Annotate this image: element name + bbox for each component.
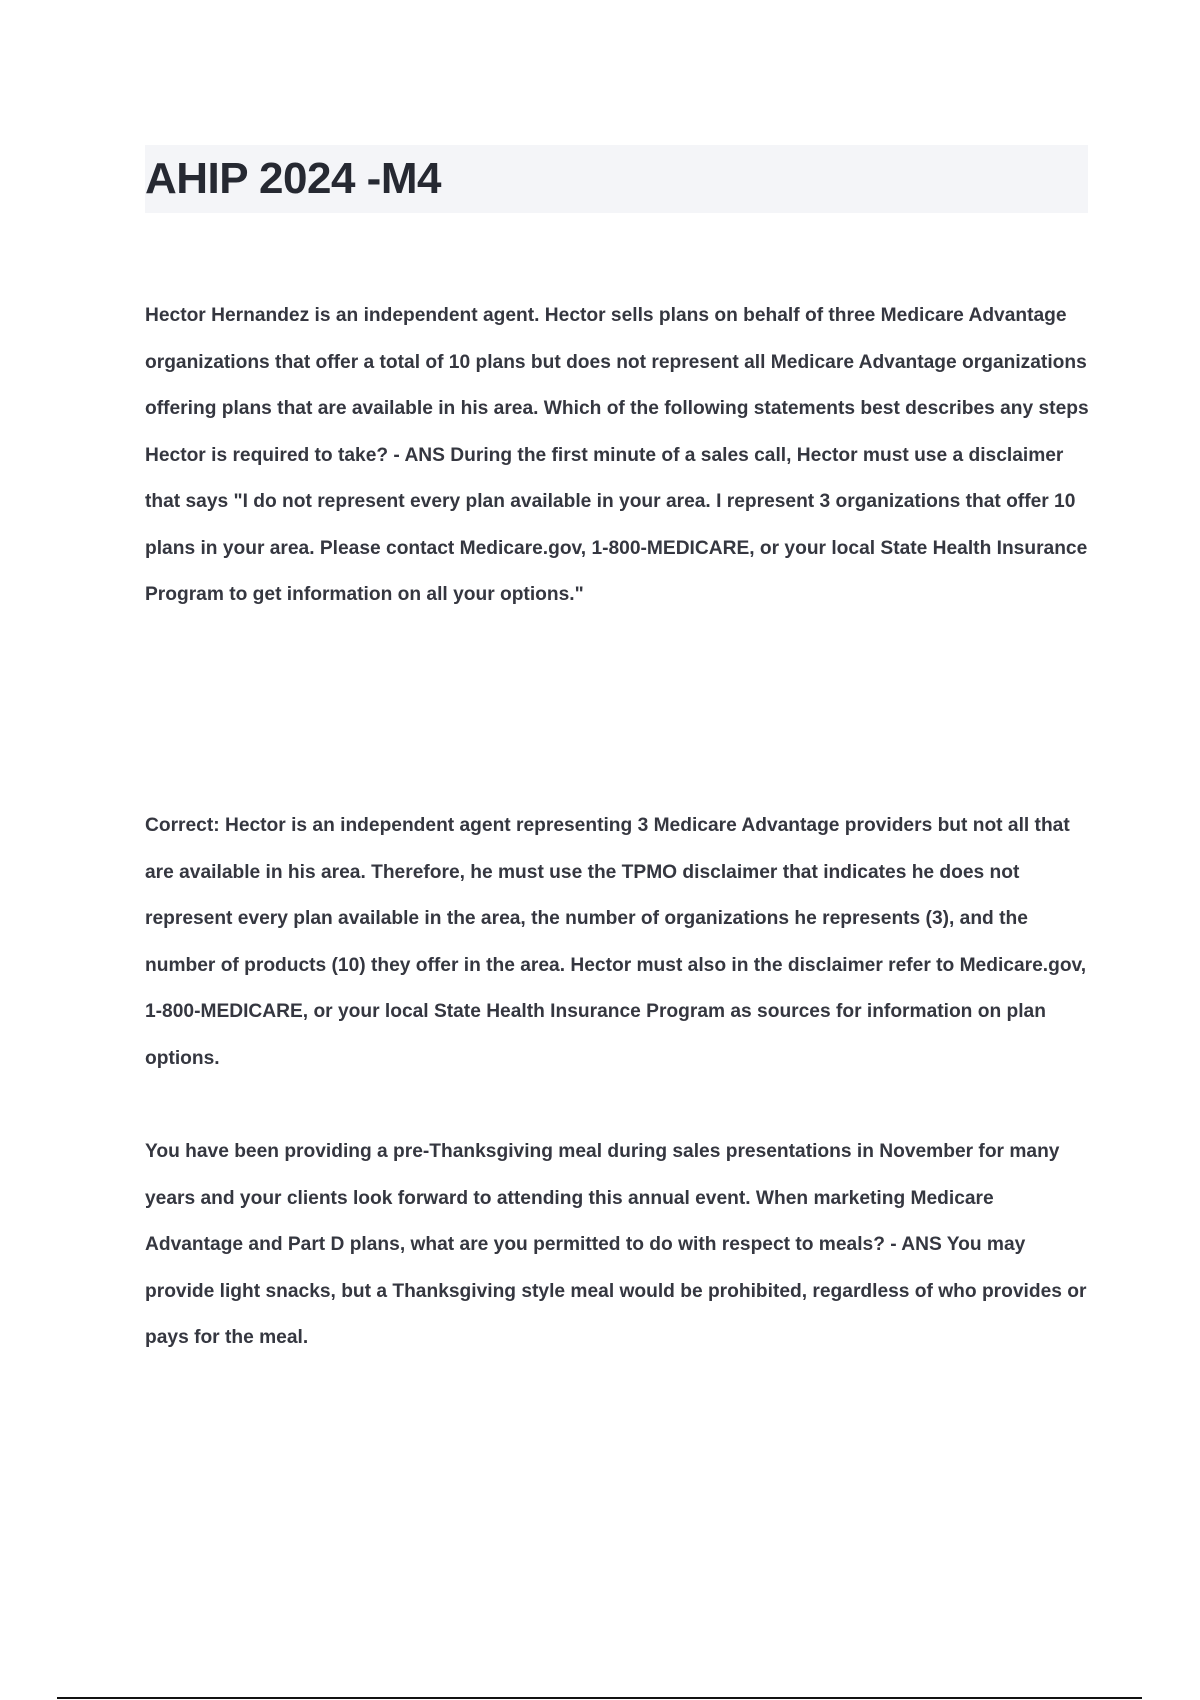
question-paragraph-1: Hector Hernandez is an independent agent. Hector sells plans on behalf of three Medicare Advantage organizations that offer a total of 10 plans but does not represent all Medicare Advantage organizations offering plans that are available in his area. Which of the following statements best describes any steps Hector is required to take? - ANS During the first minute of a sales call, Hector must use a disclaimer that says "I do not represent every plan available in your area. I represent 3 organizations that offer 10 plans in your area. Please contact Medicare.gov, 1-800-MEDICARE, or your local State Health Insurance Program to get information on all your options." (145, 305, 1089, 605)
title-band (145, 145, 1088, 213)
explanation-paragraph: Correct: Hector is an independent agent representing 3 Medicare Advantage providers but not all that are available in his area. Therefore, he must use the TPMO disclaimer that indicates he does not represent every plan available in the area, the number of organizations he represents (3), and the number of products (10) they offer in the area. Hector must also in the disclaimer refer to Medicare.gov, 1-800-MEDICARE, or your local State Health Insurance Program as sources for information on plan options. (145, 815, 1087, 1069)
question-paragraph-2: You have been providing a pre-Thanksgiving meal during sales presentations in November for many years and your clients look forward to attending this annual event. When marketing Medicare Advantage and Part D plans, what are you permitted to do with respect to meals? - ANS You may provide light snacks, but a Thanksgiving style meal would be prohibited, regardless of who provides or pays for the meal. (145, 1141, 1087, 1348)
document-title: AHIP 2024 -M4 (145, 154, 441, 203)
footer-divider (57, 1697, 1142, 1699)
